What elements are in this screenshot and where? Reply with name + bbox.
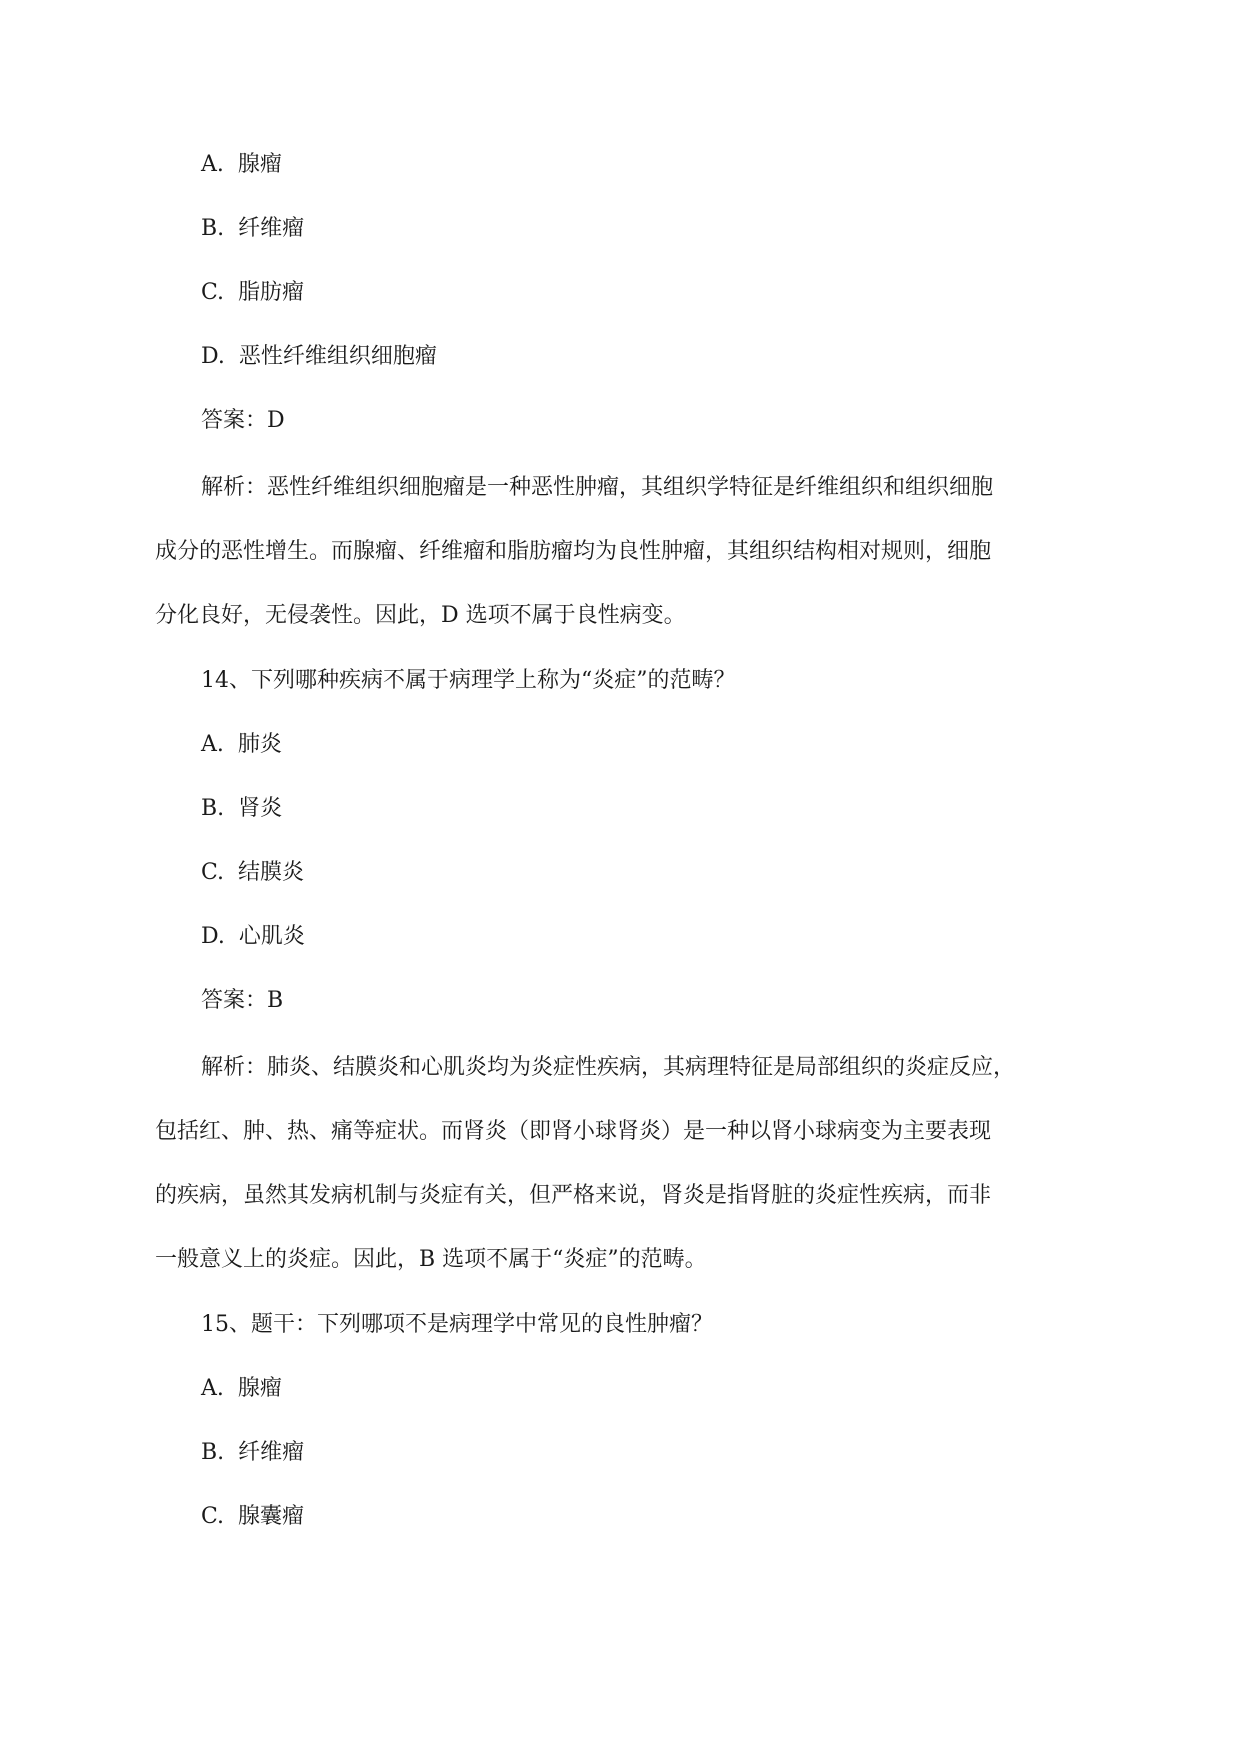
- option-label: C.: [201, 280, 225, 305]
- q15-option-b: [201, 1442, 304, 1464]
- option-label: D.: [201, 344, 225, 369]
- option-label: A.: [201, 1376, 224, 1401]
- option-label: C.: [201, 860, 225, 885]
- option-text: 肾炎: [238, 796, 283, 821]
- q13-option-a: [201, 154, 282, 176]
- option-label: B.: [201, 1440, 225, 1465]
- option-text: 纤维瘤: [238, 216, 305, 241]
- q14-question: 14、下列哪种疾病不属于病理学上称为“炎症”的范畴？: [201, 668, 736, 693]
- option-text: 脂肪瘤: [238, 280, 305, 305]
- option-label: A.: [201, 732, 224, 757]
- q14-option-b: [201, 798, 282, 820]
- q13-option-c: [201, 282, 304, 304]
- q14-option-d: [201, 926, 305, 948]
- option-text: 结膜炎: [238, 860, 305, 885]
- q14-answer: 答案：B: [201, 988, 284, 1013]
- q14-option-a: [201, 734, 282, 756]
- q13-answer: 答案：D: [201, 408, 285, 433]
- q14-analysis-line-3: 的疾病，虽然其发病机制与炎症有关，但严格来说，肾炎是指肾脏的炎症性疾病，而非: [155, 1183, 992, 1208]
- q15-option-c: [201, 1506, 304, 1528]
- option-text: 肺炎: [237, 732, 282, 757]
- q14-option-c: [201, 862, 304, 884]
- q14-analysis-line-1: 解析：肺炎、结膜炎和心肌炎均为炎症性疾病，其病理特征是局部组织的炎症反应，: [201, 1055, 1016, 1080]
- option-label: A.: [201, 152, 224, 177]
- option-label: C.: [201, 1504, 225, 1529]
- option-label: B.: [201, 216, 225, 241]
- option-label: B.: [201, 796, 225, 821]
- q13-analysis-line-1: 解析：恶性纤维组织细胞瘤是一种恶性肿瘤，其组织学特征是纤维组织和组织细胞: [201, 475, 994, 500]
- option-text: 心肌炎: [238, 924, 305, 949]
- q14-analysis-line-4: 一般意义上的炎症。因此，B 选项不属于“炎症”的范畴。: [155, 1247, 707, 1272]
- q13-option-d: [201, 346, 437, 368]
- q15-option-a: [201, 1378, 282, 1400]
- option-text: 腺囊瘤: [238, 1504, 305, 1529]
- q13-analysis-line-3: 分化良好，无侵袭性。因此，D 选项不属于良性病变。: [155, 603, 686, 628]
- q13-option-b: [201, 218, 304, 240]
- option-text: 腺瘤: [237, 152, 282, 177]
- q14-analysis-line-2: 包括红、肿、热、痛等症状。而肾炎（即肾小球肾炎）是一种以肾小球病变为主要表现: [155, 1119, 992, 1144]
- option-text: 腺瘤: [237, 1376, 282, 1401]
- option-label: D.: [201, 924, 225, 949]
- q15-question: 15、题干：下列哪项不是病理学中常见的良性肿瘤？: [201, 1312, 713, 1337]
- q13-analysis-line-2: 成分的恶性增生。而腺瘤、纤维瘤和脂肪瘤均为良性肿瘤，其组织结构相对规则，细胞: [155, 539, 992, 564]
- option-text: 纤维瘤: [238, 1440, 305, 1465]
- option-text: 恶性纤维组织细胞瘤: [238, 344, 437, 369]
